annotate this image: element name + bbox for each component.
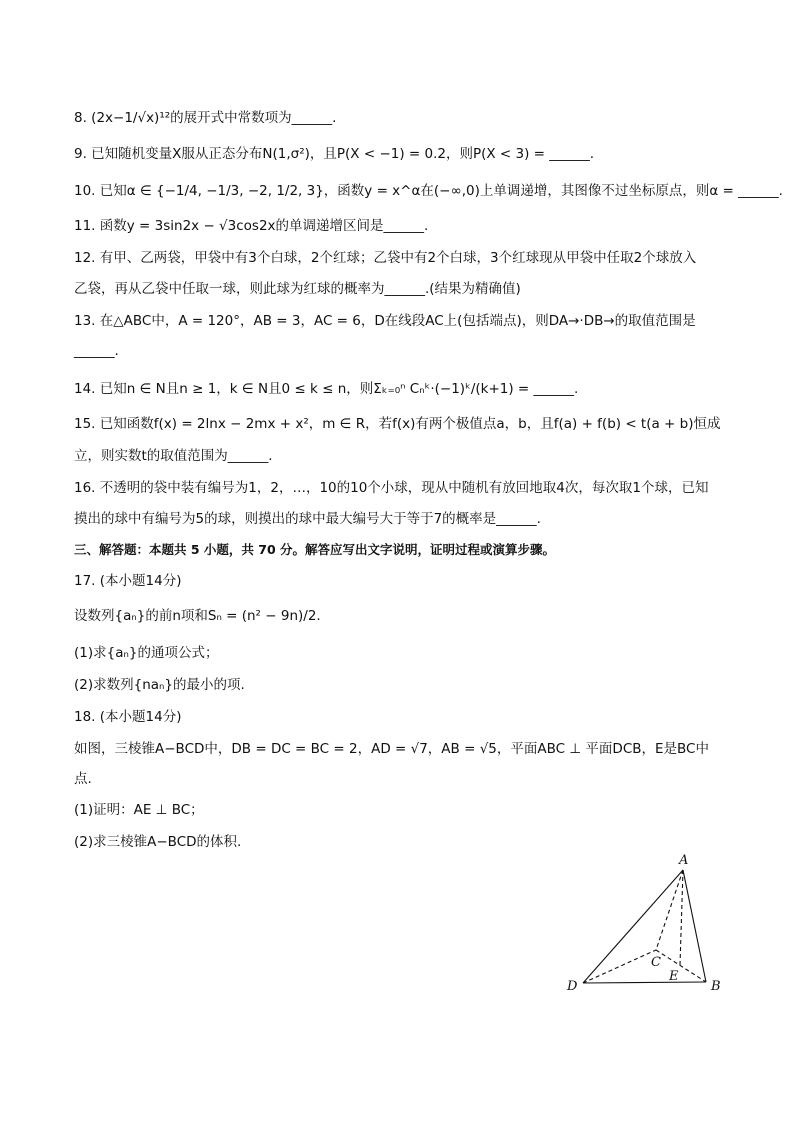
question-15-line1: 15. 已知函数f(x) = 2lnx − 2mx + x²，m ∈ R，若f(x)有两个极值点a，b，且f(a) + f(b) < t(a + b)恒成 (74, 416, 721, 432)
q18-header: 18. (本小题14分) (74, 709, 182, 725)
vertex-label-E: E (669, 969, 679, 984)
question-13-line2: ______. (74, 343, 119, 359)
question-8: 8. (2x−1/√x)¹²的展开式中常数项为______. (74, 110, 337, 126)
vertex-label-D: D (567, 979, 578, 994)
edge-DC (583, 950, 656, 983)
question-16-line1: 16. 不透明的袋中装有编号为1，2，…，10的10个小球，现从中随机有放回地取4次，每次取1个球，已知 (74, 480, 709, 496)
question-9: 9. 已知随机变量X服从正态分布N(1,σ²)，且P(X < −1) = 0.2，则P(X < 3) = ______. (74, 146, 595, 162)
q17-header: 17. (本小题14分) (74, 573, 182, 589)
q17-part1: (1)求{aₙ}的通项公式； (74, 645, 219, 661)
question-15-line2: 立，则实数t的取值范围为______. (74, 448, 273, 464)
segment-AE (680, 870, 683, 965)
vertex-label-A: A (679, 853, 689, 868)
edge-AB (683, 870, 706, 982)
question-12-line2: 乙袋，再从乙袋中任取一球，则此球为红球的概率为______.(结果为精确值) (74, 281, 521, 297)
q18-stem-line1: 如图，三棱锥A−BCD中，DB = DC = BC = 2，AD = √7，AB = √5，平面ABC ⊥ 平面DCB，E是BC中 (74, 741, 709, 757)
q18-part1: (1)证明：AE ⊥ BC； (74, 802, 204, 818)
edge-DB (583, 982, 706, 983)
vertex-label-C: C (651, 955, 661, 970)
q17-stem: 设数列{aₙ}的前n项和Sₙ = (n² − 9n)/2. (74, 608, 321, 624)
question-11: 11. 函数y = 3sin2x − √3cos2x的单调递增区间是______. (74, 218, 429, 234)
edge-AC (656, 870, 683, 950)
question-14: 14. 已知n ∈ N且n ≥ 1，k ∈ N且0 ≤ k ≤ n，则Σₖ₌₀ⁿ Cₙᵏ·(−1)ᵏ/(k+1) = ______. (74, 381, 579, 397)
edge-AD (583, 870, 683, 983)
vertex-label-B: B (711, 979, 721, 994)
question-10: 10. 已知α ∈ {−1/4, −1/3, −2, 1/2, 3}，函数y = x^α在(−∞,0)上单调递增，其图像不过坐标原点，则α = ______. (74, 183, 783, 199)
q17-part2: (2)求数列{naₙ}的最小的项. (74, 677, 245, 693)
q18-part2: (2)求三棱锥A−BCD的体积. (74, 834, 242, 850)
edge-CB (656, 950, 706, 982)
question-12-line1: 12. 有甲、乙两袋，甲袋中有3个白球，2个红球；乙袋中有2个白球，3个红球现从甲袋中任取2个球放入 (74, 250, 697, 266)
question-13-line1: 13. 在△ABC中，A = 120°，AB = 3，AC = 6，D在线段AC上(包括端点)，则DA→·DB→的取值范围是 (74, 313, 696, 329)
question-16-line2: 摸出的球中有编号为5的球，则摸出的球中最大编号大于等于7的概率是______. (74, 511, 541, 527)
section-three-heading: 三、解答题：本题共 5 小题，共 70 分。解答应写出文字说明，证明过程或演算步骤。 (74, 542, 556, 557)
q18-stem-line2: 点. (74, 771, 92, 787)
